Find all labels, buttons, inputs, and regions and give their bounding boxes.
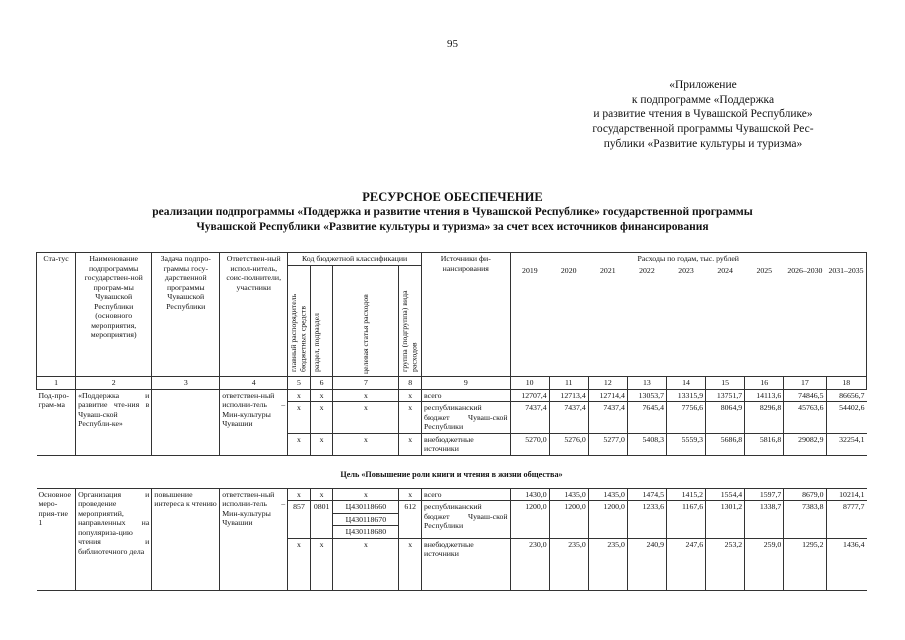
column-number-row xyxy=(37,377,867,390)
header-section: раздел, подраздел xyxy=(310,265,333,377)
cell-value: 12707,4 xyxy=(510,389,549,402)
cell-section: x xyxy=(310,538,333,590)
resource-table xyxy=(36,252,867,591)
cell-group: x xyxy=(399,538,422,590)
cell-value: 12714,4 xyxy=(588,389,627,402)
column-number: 11 xyxy=(549,377,588,390)
cell-value: 32254,1 xyxy=(826,433,866,455)
column-number: 12 xyxy=(588,377,627,390)
column-number: 1 xyxy=(37,377,76,390)
cell-value: 1436,4 xyxy=(826,538,866,590)
cell-group: x xyxy=(399,389,422,402)
cell-value: 235,0 xyxy=(588,538,627,590)
appendix-line: публики «Развитие культуры и туризма» xyxy=(603,137,803,150)
cell-value: 5277,0 xyxy=(588,433,627,455)
table-row xyxy=(37,488,867,501)
cell-source: республиканский бюджет Чуваш-ской Республики xyxy=(422,501,511,539)
appendix-line: государственной программы Чувашской Рес- xyxy=(592,123,814,136)
header-year: 2023 xyxy=(666,265,705,377)
cell-value: 1301,2 xyxy=(706,501,745,539)
column-number: 15 xyxy=(706,377,745,390)
cell-target: Ц430118680 xyxy=(333,526,399,539)
cell-section: x xyxy=(310,488,333,501)
cell-value: 240,9 xyxy=(627,538,666,590)
column-number: 2 xyxy=(76,377,152,390)
measure-task: повышение интереса к чтению xyxy=(152,488,220,590)
column-number: 18 xyxy=(826,377,866,390)
subprogram-responsible: ответствен-ный исполни-тель – Мин-культуры Чувашии xyxy=(220,389,288,455)
cell-source: всего xyxy=(422,488,511,501)
cell-value: 1200,0 xyxy=(510,501,549,539)
cell-target: x xyxy=(333,433,399,455)
cell-value: 12713,4 xyxy=(549,389,588,402)
document-title xyxy=(60,190,845,235)
cell-grbs: x xyxy=(288,402,311,434)
cell-value: 1233,6 xyxy=(627,501,666,539)
cell-section: x xyxy=(310,389,333,402)
cell-value: 86656,7 xyxy=(826,389,866,402)
cell-grbs: x xyxy=(288,538,311,590)
cell-value: 13751,7 xyxy=(706,389,745,402)
cell-value: 259,0 xyxy=(745,538,784,590)
column-number: 9 xyxy=(422,377,511,390)
measure-status: Основное меро-прия-тие 1 xyxy=(37,488,76,590)
cell-value: 1200,0 xyxy=(588,501,627,539)
cell-target: Ц430118670 xyxy=(333,513,399,526)
cell-value: 7437,4 xyxy=(588,402,627,434)
cell-value: 1554,4 xyxy=(706,488,745,501)
goal-text: Цель «Повышение роли книги и чтения в жизни общества» xyxy=(37,455,867,488)
cell-value: 8064,9 xyxy=(706,402,745,434)
cell-value: 253,2 xyxy=(706,538,745,590)
cell-section: x xyxy=(310,433,333,455)
cell-value: 7383,8 xyxy=(784,501,826,539)
header-year: 2019 xyxy=(510,265,549,377)
cell-group: x xyxy=(399,433,422,455)
cell-target: x xyxy=(333,488,399,501)
cell-target: x xyxy=(333,402,399,434)
header-expenses: Расходы по годам, тыс. рублей xyxy=(510,253,866,266)
subprogram-status: Под-про-грам-ма xyxy=(37,389,76,455)
cell-value: 5276,0 xyxy=(549,433,588,455)
appendix-note xyxy=(553,78,853,152)
column-number: 10 xyxy=(510,377,549,390)
cell-source: всего xyxy=(422,389,511,402)
cell-value: 14113,6 xyxy=(745,389,784,402)
cell-value: 10214,1 xyxy=(826,488,866,501)
cell-value: 1200,0 xyxy=(549,501,588,539)
cell-value: 7437,4 xyxy=(549,402,588,434)
cell-value: 5270,0 xyxy=(510,433,549,455)
column-number: 7 xyxy=(333,377,399,390)
column-number: 17 xyxy=(784,377,826,390)
cell-group: 612 xyxy=(399,501,422,539)
cell-target: Ц430118660 xyxy=(333,501,399,514)
title-line: РЕСУРСНОЕ ОБЕСПЕЧЕНИЕ xyxy=(362,190,543,204)
cell-value: 5408,3 xyxy=(627,433,666,455)
cell-source: республиканский бюджет Чуваш-ской Республики xyxy=(422,402,511,434)
cell-source: внебюджетные источники xyxy=(422,538,511,590)
cell-value: 7437,4 xyxy=(510,402,549,434)
appendix-line: к подпрограмме «Поддержка xyxy=(631,93,775,106)
cell-target: x xyxy=(333,538,399,590)
cell-value: 1167,6 xyxy=(666,501,705,539)
cell-value: 13053,7 xyxy=(627,389,666,402)
cell-group: x xyxy=(399,402,422,434)
cell-value: 5816,8 xyxy=(745,433,784,455)
measure-name: Организация и проведение мероприятий, направленных на популяриза-цию чтения и библиотечного дела xyxy=(76,488,152,590)
header-year: 2025 xyxy=(745,265,784,377)
header-year: 2031–2035 xyxy=(826,265,866,377)
cell-value: 1338,7 xyxy=(745,501,784,539)
column-number: 5 xyxy=(288,377,311,390)
column-number: 14 xyxy=(666,377,705,390)
cell-value: 8296,8 xyxy=(745,402,784,434)
table-row xyxy=(37,389,867,402)
header-task: Задача подпро-граммы госу-дарственной программы Чувашской Республики xyxy=(152,253,220,377)
cell-group: x xyxy=(399,488,422,501)
cell-value: 5686,8 xyxy=(706,433,745,455)
cell-value: 1474,5 xyxy=(627,488,666,501)
cell-value: 235,0 xyxy=(549,538,588,590)
column-number: 8 xyxy=(399,377,422,390)
cell-value: 1295,2 xyxy=(784,538,826,590)
header-name: Наименование подпрограммы государствен-ной програм-мы Чувашской Республики (основного мероприятия, мероприятия) xyxy=(76,253,152,377)
cell-value: 1415,2 xyxy=(666,488,705,501)
header-year: 2021 xyxy=(588,265,627,377)
cell-section: x xyxy=(310,402,333,434)
cell-section: 0801 xyxy=(310,501,333,539)
column-number: 3 xyxy=(152,377,220,390)
cell-value: 8679,0 xyxy=(784,488,826,501)
cell-value: 1597,7 xyxy=(745,488,784,501)
appendix-line: «Приложение xyxy=(669,79,737,91)
cell-value: 7645,4 xyxy=(627,402,666,434)
cell-grbs: x xyxy=(288,433,311,455)
cell-value: 230,0 xyxy=(510,538,549,590)
cell-value: 7756,6 xyxy=(666,402,705,434)
cell-value: 1435,0 xyxy=(588,488,627,501)
header-group: группа (подгруппа) вида расходов xyxy=(399,265,422,377)
header-target: целевая статья расходов xyxy=(333,265,399,377)
subprogram-task xyxy=(152,389,220,455)
header-sources: Источники фи-нансирования xyxy=(422,253,511,377)
header-year: 2024 xyxy=(706,265,745,377)
title-line: реализации подпрограммы «Поддержка и развитие чтения в Чувашской Республике» государственной программы xyxy=(152,206,753,218)
header-grbs: главный распорядитель бюджетных средств xyxy=(288,265,311,377)
header-row xyxy=(37,253,867,266)
header-budget-code: Код бюджетной классификации xyxy=(288,253,422,266)
cell-value: 74846,5 xyxy=(784,389,826,402)
cell-value: 1430,0 xyxy=(510,488,549,501)
subprogram-name: «Поддержка и развитие чте-ния в Чуваш-ской Республи-ке» xyxy=(76,389,152,455)
column-number: 16 xyxy=(745,377,784,390)
cell-value: 45763,6 xyxy=(784,402,826,434)
appendix-line: и развитие чтения в Чувашской Республике» xyxy=(593,108,813,121)
header-status: Ста-тус xyxy=(37,253,76,377)
goal-row xyxy=(37,455,867,488)
title-line: Чувашской Республики «Развитие культуры и туризма» за счет всех источников финансирования xyxy=(196,220,709,233)
column-number: 6 xyxy=(310,377,333,390)
cell-value: 247,6 xyxy=(666,538,705,590)
cell-value: 13315,9 xyxy=(666,389,705,402)
header-year: 2020 xyxy=(549,265,588,377)
measure-responsible: ответствен-ный исполни-тель – Мин-культуры Чувашии xyxy=(220,488,288,590)
cell-value: 8777,7 xyxy=(826,501,866,539)
page-number: 95 xyxy=(447,38,458,50)
cell-target: x xyxy=(333,389,399,402)
cell-value: 54402,6 xyxy=(826,402,866,434)
header-year: 2026–2030 xyxy=(784,265,826,377)
cell-value: 1435,0 xyxy=(549,488,588,501)
cell-value: 5559,3 xyxy=(666,433,705,455)
column-number: 4 xyxy=(220,377,288,390)
cell-source: внебюджетные источники xyxy=(422,433,511,455)
cell-grbs: x xyxy=(288,389,311,402)
cell-grbs: x xyxy=(288,488,311,501)
header-year: 2022 xyxy=(627,265,666,377)
cell-value: 29082,9 xyxy=(784,433,826,455)
column-number: 13 xyxy=(627,377,666,390)
header-responsible: Ответствен-ный испол-нитель, соис-полнители, участники xyxy=(220,253,288,377)
cell-grbs: 857 xyxy=(288,501,311,539)
